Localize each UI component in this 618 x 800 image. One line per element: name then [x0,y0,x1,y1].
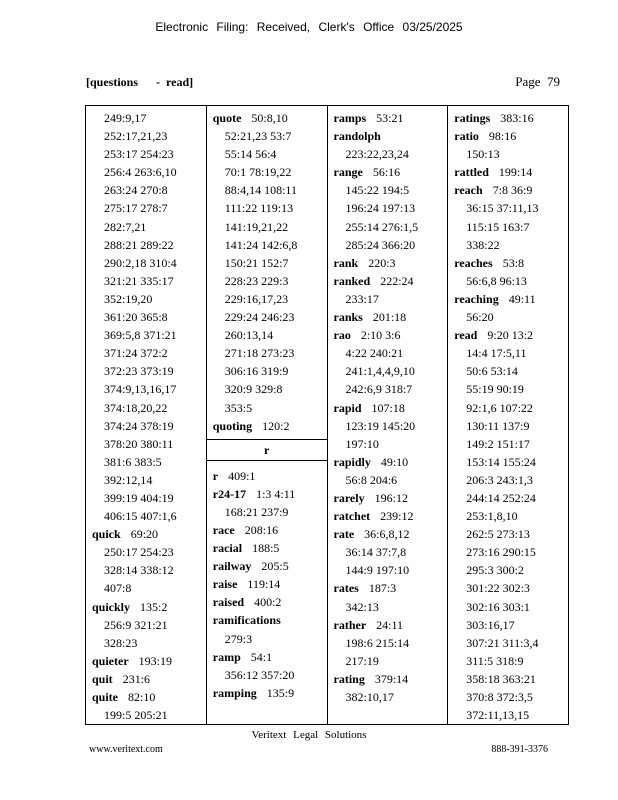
page-line-refs: 107:18 [371,400,405,415]
index-entry [92,670,206,688]
continued-refs: 217:19 [345,653,379,668]
continued-refs: 92:1,6 107:22 [466,400,533,415]
index-word: ramping [212,685,257,700]
index-entry [334,163,448,181]
index-entry [213,417,327,435]
index-entry [454,109,568,127]
continued-refs: 197:10 [345,436,379,451]
index-entry [213,557,327,575]
continued-refs: 358:18 363:21 [466,671,536,686]
continued-refs: 55:14 56:4 [224,147,277,162]
page-line-refs: 239:12 [380,509,414,524]
index-word: rapid [333,400,362,415]
index-entry [454,163,568,181]
page-line-refs: 120:2 [262,418,290,433]
continued-refs: 55:19 90:19 [466,382,524,397]
index-word: race [212,522,235,537]
index-range: [questions - read] [86,75,194,89]
continued-refs: 249:9,17 [104,111,147,125]
continued-refs: 374:9,13,16,17 [104,382,177,397]
continued-refs: 290:2,18 310:4 [104,255,177,270]
continued-refs: 228:23 229:3 [224,273,289,288]
index-entry [213,539,327,557]
index-column-1 [86,106,207,724]
page-line-refs: 82:10 [128,690,156,704]
continued-refs: 36:14 37:7,8 [345,545,407,560]
continued-refs: 241:1,4,4,9,10 [345,364,415,379]
continued-refs: 263:24 270:8 [104,183,168,198]
continued-refs: 229:16,17,23 [224,291,289,306]
page-line-refs: 135:9 [266,685,295,700]
page-number: Page 79 [515,74,560,89]
index-word: racial [212,541,243,556]
continued-refs: 372:23 373:19 [104,364,174,379]
continued-refs: 342:13 [345,599,379,614]
continued-refs: 244:14 252:24 [466,490,536,505]
continued-refs: 256:4 263:6,10 [104,165,177,180]
index-entry [213,593,327,611]
page-line-refs: 9:20 13:2 [487,328,534,343]
index-column-2 [207,106,328,724]
continued-refs: 88:4,14 108:11 [224,183,297,198]
page-line-refs: 199:14 [498,165,533,180]
index-word: raised [212,595,245,610]
continued-refs: 242:6,9 318:7 [345,382,413,397]
continued-refs: 275:17 278:7 [104,201,168,216]
continued-refs: 303:16,17 [466,617,515,632]
index-word: ratings [454,111,491,125]
continued-refs: 406:15 407:1,6 [104,509,177,524]
index-word: rarely [333,490,365,505]
continued-refs: 328:23 [104,635,138,650]
index-word: quieter [92,653,129,668]
continued-refs: 253:17 254:23 [104,147,174,162]
continued-refs: 338:22 [466,237,500,252]
continued-refs: 256:9 321:21 [104,617,168,632]
index-entry [92,598,206,616]
continued-refs: 381:6 383:5 [104,454,162,469]
page-line-refs: 135:2 [140,599,168,614]
word-index-table [85,105,569,725]
index-column-4 [448,106,568,724]
continued-refs: 282:7,21 [104,219,147,234]
page-line-refs: 1:3 4:11 [256,486,296,501]
continued-refs: 353:5 [224,400,253,415]
index-word: ratchet [333,509,371,524]
continued-refs: 168:21 237:9 [224,504,289,519]
index-word: rates [333,581,359,596]
page-line-refs: 196:12 [374,490,408,505]
index-word: quote [212,111,242,125]
continued-refs: 271:18 273:23 [224,346,295,361]
continued-refs: 328:14 338:12 [104,563,174,578]
continued-refs: 223:22,23,24 [345,147,409,162]
index-entry [334,127,448,145]
index-word: quite [92,690,119,704]
continued-refs: 260:13,14 [224,328,274,343]
index-word: quoting [212,418,253,433]
index-word: read [454,328,478,343]
index-word: ramp [212,649,241,664]
continued-refs: 141:19,21,22 [224,219,289,234]
index-entry [334,489,448,507]
page-line-refs: 54:1 [250,649,273,664]
continued-refs: 288:21 289:22 [104,237,174,252]
index-column-3 [328,106,449,724]
continued-refs: 378:20 380:11 [104,436,174,451]
continued-refs: 130:11 137:9 [466,418,530,433]
page-line-refs: 201:18 [372,310,407,325]
index-word: ranked [333,273,371,288]
continued-refs: 262:5 273:13 [466,527,530,542]
index-word: railway [212,559,252,574]
continued-refs: 407:8 [104,581,132,596]
page-line-refs: 56:16 [372,165,401,180]
footer-phone: 888-391-3376 [491,744,548,755]
index-entry [92,688,206,706]
index-word: ramps [333,111,367,125]
continued-refs: 301:22 302:3 [466,581,530,596]
continued-refs: 229:24 246:23 [224,310,295,325]
section-letter: r [207,439,327,461]
continued-refs: 285:24 366:20 [345,237,416,252]
continued-refs: 372:11,13,15 [466,708,530,723]
page-line-refs: 7:8 36:9 [492,183,533,198]
page-line-refs: 187:3 [368,581,397,596]
page-line-refs: 119:14 [247,577,281,592]
index-entry [454,326,568,344]
index-entry [454,127,568,145]
continued-refs: 374:24 378:19 [104,418,174,433]
continued-refs: 399:19 404:19 [104,490,174,505]
page-line-refs: 69:20 [130,527,159,542]
continued-refs: 111:22 119:13 [224,201,294,216]
index-entry [334,507,448,525]
index-word: rather [333,617,367,632]
continued-refs: 144:9 197:10 [345,563,410,578]
index-word: quick [92,527,121,542]
continued-refs: 52:21,23 53:7 [224,129,292,144]
index-word: randolph [333,129,381,144]
index-entry [213,485,327,503]
index-word: r24-17 [212,486,247,501]
continued-refs: 369:5,8 371:21 [104,328,177,343]
index-word: ranks [333,310,363,325]
continued-refs: 153:14 155:24 [466,454,536,469]
index-entry [92,525,206,543]
page-line-refs: 220:3 [368,255,396,270]
continued-refs: 253:1,8,10 [466,509,518,524]
index-word: ratio [454,129,479,144]
index-entry [454,254,568,272]
page-line-refs: 50:8,10 [251,111,288,125]
continued-refs: 371:24 372:2 [104,346,168,361]
continued-refs: 320:9 329:8 [224,382,283,397]
index-entry [92,652,206,670]
continued-refs: 56:20 [466,310,494,325]
continued-refs: 374:18,20,22 [104,400,168,415]
index-entry [213,684,327,702]
index-entry [334,525,448,543]
index-word: rao [333,328,351,343]
index-word: rating [333,671,365,686]
continued-refs: 392:12,14 [104,472,153,487]
continued-refs: 250:17 254:23 [104,545,174,560]
footer-website: www.veritext.com [89,744,163,755]
continued-refs: 4:22 240:21 [345,346,404,361]
index-entry [213,611,327,629]
index-entry [334,616,448,634]
page-line-refs: 188:5 [252,541,280,556]
continued-refs: 50:6 53:14 [466,364,518,379]
continued-refs: 302:16 303:1 [466,599,530,614]
continued-refs: 255:14 276:1,5 [345,219,419,234]
continued-refs: 70:1 78:19,22 [224,165,292,180]
page-line-refs: 400:2 [254,595,282,610]
index-word: ramifications [212,613,281,628]
continued-refs: 311:5 318:9 [466,653,524,668]
continued-refs: 206:3 243:1,3 [466,472,533,487]
index-entry [454,181,568,199]
continued-refs: 14:4 17:5,11 [466,346,527,361]
page-line-refs: 2:10 3:6 [360,328,401,343]
index-word: rattled [454,165,489,180]
page-line-refs: 383:16 [500,111,534,125]
page-line-refs: 53:21 [376,111,404,125]
continued-refs: 370:8 372:3,5 [466,690,533,704]
page-line-refs: 49:10 [380,454,409,469]
index-entry [334,399,448,417]
index-word: reach [454,183,483,198]
continued-refs: 382:10,17 [345,690,394,704]
page-line-refs: 36:6,8,12 [364,527,410,542]
index-word: rank [333,255,359,270]
index-word: reaches [454,255,493,270]
continued-refs: 196:24 197:13 [345,201,416,216]
filing-stamp: Electronic Filing: Received, Clerk's Office 03/25/2025 [155,20,463,34]
continued-refs: 361:20 365:8 [104,310,168,325]
index-entry [213,467,327,485]
page-line-refs: 98:16 [488,129,517,144]
page-line-refs: 231:6 [122,671,151,686]
continued-refs: 123:19 145:20 [345,418,416,433]
page-line-refs: 222:24 [380,273,414,288]
index-entry [334,254,448,272]
index-word: raise [212,577,238,592]
continued-refs: 56:6,8 96:13 [466,273,527,288]
index-entry [213,109,327,127]
page-line-refs: 53:8 [502,255,525,270]
page-line-refs: 24:11 [376,617,404,632]
continued-refs: 321:21 335:17 [104,273,174,288]
index-word: rapidly [333,454,371,469]
continued-refs: 279:3 [224,631,253,646]
index-word: r [212,468,219,483]
index-entry [213,575,327,593]
continued-refs: 150:21 152:7 [224,255,289,270]
continued-refs: 36:15 37:11,13 [466,201,539,216]
index-entry [454,290,568,308]
page-line-refs: 409:1 [228,468,256,483]
index-entry [213,521,327,539]
continued-refs: 145:22 194:5 [345,183,410,198]
index-entry [334,308,448,326]
continued-refs: 295:3 300:2 [466,563,524,578]
index-word: rate [333,527,355,542]
continued-refs: 356:12 357:20 [224,667,295,682]
continued-refs: 273:16 290:15 [466,545,536,560]
index-entry [213,648,327,666]
index-entry [334,326,448,344]
continued-refs: 233:17 [345,291,379,306]
continued-refs: 141:24 142:6,8 [224,237,298,252]
index-word: quit [92,671,113,686]
index-word: reaching [454,291,499,306]
page-line-refs: 208:16 [244,522,279,537]
footer-company: Veritext Legal Solutions [251,729,367,741]
index-word: range [333,165,363,180]
page-line-refs: 379:14 [374,671,409,686]
continued-refs: 306:16 319:9 [224,364,289,379]
index-entry [334,453,448,471]
continued-refs: 56:8 204:6 [345,472,398,487]
index-word: quickly [92,599,131,614]
page-line-refs: 193:19 [138,653,172,668]
continued-refs: 199:5 205:21 [104,708,168,723]
index-entry [334,272,448,290]
index-entry [334,579,448,597]
continued-refs: 115:15 163:7 [466,219,530,234]
continued-refs: 307:21 311:3,4 [466,635,539,650]
continued-refs: 352:19,20 [104,291,153,306]
page-line-refs: 49:11 [508,291,536,306]
index-entry [334,670,448,688]
continued-refs: 252:17,21,23 [104,129,168,144]
page-line-refs: 205:5 [261,559,289,574]
continued-refs: 150:13 [466,147,500,162]
continued-refs: 198:6 215:14 [345,635,410,650]
continued-refs: 149:2 151:17 [466,436,530,451]
index-entry [334,109,448,127]
